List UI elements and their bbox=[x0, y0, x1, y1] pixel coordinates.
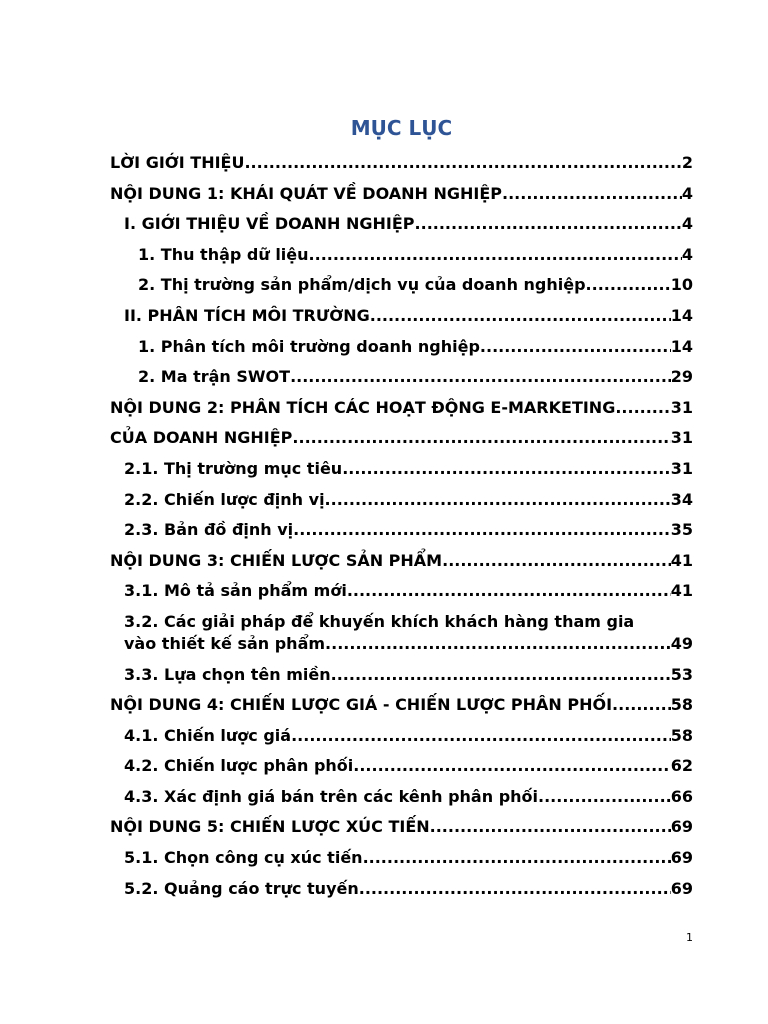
toc-entry-label: 3.2. Các giải pháp để khuyến khích khách hàng tham gia bbox=[124, 611, 635, 631]
toc-entry bbox=[110, 336, 693, 358]
dot-leader bbox=[325, 489, 671, 511]
dot-leader bbox=[292, 427, 670, 449]
toc-entry-page: 14 bbox=[670, 336, 693, 356]
dot-leader bbox=[480, 336, 671, 358]
toc-entry-label: 4.3. Xác định giá bán trên các kênh phân phối bbox=[124, 786, 539, 806]
toc-entry-page: 31 bbox=[670, 428, 693, 448]
toc-entry bbox=[110, 847, 693, 869]
dot-leader bbox=[290, 366, 671, 388]
toc-entry-page: 4 bbox=[681, 214, 693, 234]
toc-entry-label: LỜI GIỚI THIỆU bbox=[110, 153, 245, 172]
toc-entry bbox=[110, 274, 693, 296]
toc-entry-page: 4 bbox=[681, 244, 693, 264]
toc-entry-page: 31 bbox=[670, 458, 693, 478]
toc-entry-page: 49 bbox=[670, 633, 693, 653]
toc-entry-page: 58 bbox=[670, 695, 693, 715]
toc-entry-label: 2. Ma trận SWOT bbox=[138, 367, 291, 387]
toc-entry bbox=[110, 816, 693, 838]
toc-entry bbox=[110, 152, 693, 174]
dot-leader bbox=[293, 519, 671, 541]
toc-entry bbox=[110, 550, 693, 572]
toc-entry bbox=[110, 213, 693, 235]
toc-entry bbox=[110, 519, 693, 541]
toc-entry bbox=[110, 183, 693, 205]
toc-entry-page: 2 bbox=[681, 153, 693, 172]
toc-entry bbox=[110, 366, 693, 388]
toc-entry-page: 41 bbox=[670, 581, 693, 601]
toc-entry-label: 3.3. Lựa chọn tên miền bbox=[124, 664, 331, 684]
toc-entry bbox=[110, 611, 693, 655]
dot-leader bbox=[359, 878, 671, 900]
dot-leader bbox=[353, 755, 670, 777]
toc-entry-label: NỘI DUNG 1: KHÁI QUÁT VỀ DOANH NGHIỆP bbox=[110, 183, 502, 203]
toc-entry-page: 69 bbox=[670, 878, 693, 898]
dot-leader bbox=[309, 244, 682, 266]
dot-leader bbox=[331, 664, 671, 686]
toc-entry-label: 2. Thị trường sản phẩm/dịch vụ của doanh nghiệp bbox=[138, 275, 586, 295]
toc-entry-page: 41 bbox=[670, 550, 693, 570]
toc-entry bbox=[110, 580, 693, 602]
dot-leader bbox=[430, 816, 671, 838]
toc-entry-page: 31 bbox=[670, 397, 693, 417]
toc-entry-label: NỘI DUNG 3: CHIẾN LƯỢC SẢN PHẨM bbox=[110, 550, 443, 570]
toc-entry-label: I. GIỚI THIỆU VỀ DOANH NGHIỆP bbox=[124, 214, 415, 234]
toc-entry-label: NỘI DUNG 2: PHÂN TÍCH CÁC HOẠT ĐỘNG E-MARKETING bbox=[110, 397, 616, 417]
toc-entry-page: 69 bbox=[670, 817, 693, 837]
dot-leader bbox=[291, 725, 671, 747]
dot-leader bbox=[244, 152, 681, 174]
dot-leader bbox=[370, 305, 671, 327]
toc-entry bbox=[110, 786, 693, 808]
toc-entry bbox=[110, 664, 693, 686]
toc-entry-label: II. PHÂN TÍCH MÔI TRƯỜNG bbox=[124, 305, 370, 325]
toc-entry-label: 3.1. Mô tả sản phẩm mới bbox=[124, 581, 347, 601]
toc-entry-label: 5.1. Chọn công cụ xúc tiến bbox=[124, 848, 363, 868]
toc-entry-page: 69 bbox=[670, 848, 693, 868]
toc-entry bbox=[110, 458, 693, 480]
table-of-contents bbox=[110, 116, 693, 908]
dot-leader bbox=[363, 847, 671, 869]
toc-entry-label: NỘI DUNG 5: CHIẾN LƯỢC XÚC TIẾN bbox=[110, 817, 430, 837]
toc-entry-page: 4 bbox=[681, 183, 693, 203]
toc-entry bbox=[110, 725, 693, 747]
toc-entry-page: 35 bbox=[670, 520, 693, 540]
toc-entry-label: 4.2. Chiến lược phân phối bbox=[124, 756, 354, 776]
dot-leader bbox=[415, 213, 682, 235]
toc-entry-label: 4.1. Chiến lược giá bbox=[124, 725, 292, 745]
toc-entry bbox=[110, 489, 693, 511]
toc-entry-label-continued: vào thiết kế sản phẩm bbox=[124, 633, 326, 653]
toc-entry bbox=[110, 755, 693, 777]
toc-entry bbox=[110, 305, 693, 327]
toc-entry-label: 2.1. Thị trường mục tiêu bbox=[124, 458, 343, 478]
toc-entry-page: 62 bbox=[670, 756, 693, 776]
toc-entry-label: 1. Phân tích môi trường doanh nghiệp bbox=[138, 336, 480, 356]
dot-leader bbox=[342, 458, 671, 480]
toc-entry bbox=[110, 244, 693, 266]
dot-leader bbox=[347, 580, 671, 602]
dot-leader bbox=[615, 397, 670, 419]
dot-leader bbox=[442, 550, 671, 572]
toc-entry-page: 53 bbox=[670, 664, 693, 684]
toc-entry-label: 2.3. Bản đồ định vị bbox=[124, 520, 294, 540]
toc-entry-label: 1. Thu thập dữ liệu bbox=[138, 244, 309, 264]
toc-entry-page: 14 bbox=[670, 305, 693, 325]
toc-entry-page: 66 bbox=[670, 786, 693, 806]
toc-entry-label: CỦA DOANH NGHIỆP bbox=[110, 428, 293, 448]
toc-entry bbox=[110, 878, 693, 900]
dot-leader bbox=[325, 633, 671, 655]
dot-leader bbox=[538, 786, 671, 808]
dot-leader bbox=[502, 183, 682, 205]
toc-entry-label: NỘI DUNG 4: CHIẾN LƯỢC GIÁ - CHIẾN LƯỢC PHÂN PHỐI bbox=[110, 695, 613, 715]
toc-title: MỤC LỤC bbox=[350, 116, 453, 140]
toc-entry bbox=[110, 427, 693, 449]
page-number: 1 bbox=[686, 931, 693, 944]
toc-entry-page: 34 bbox=[670, 489, 693, 509]
toc-entry-page: 58 bbox=[670, 725, 693, 745]
toc-entry bbox=[110, 397, 693, 419]
dot-leader bbox=[612, 694, 671, 716]
toc-entry bbox=[110, 694, 693, 716]
toc-entry-page: 29 bbox=[670, 367, 693, 387]
toc-entry-label: 2.2. Chiến lược định vị bbox=[124, 489, 325, 509]
dot-leader bbox=[586, 274, 671, 296]
toc-entry-label: 5.2. Quảng cáo trực tuyến bbox=[124, 878, 359, 898]
toc-entry-page: 10 bbox=[670, 275, 693, 295]
